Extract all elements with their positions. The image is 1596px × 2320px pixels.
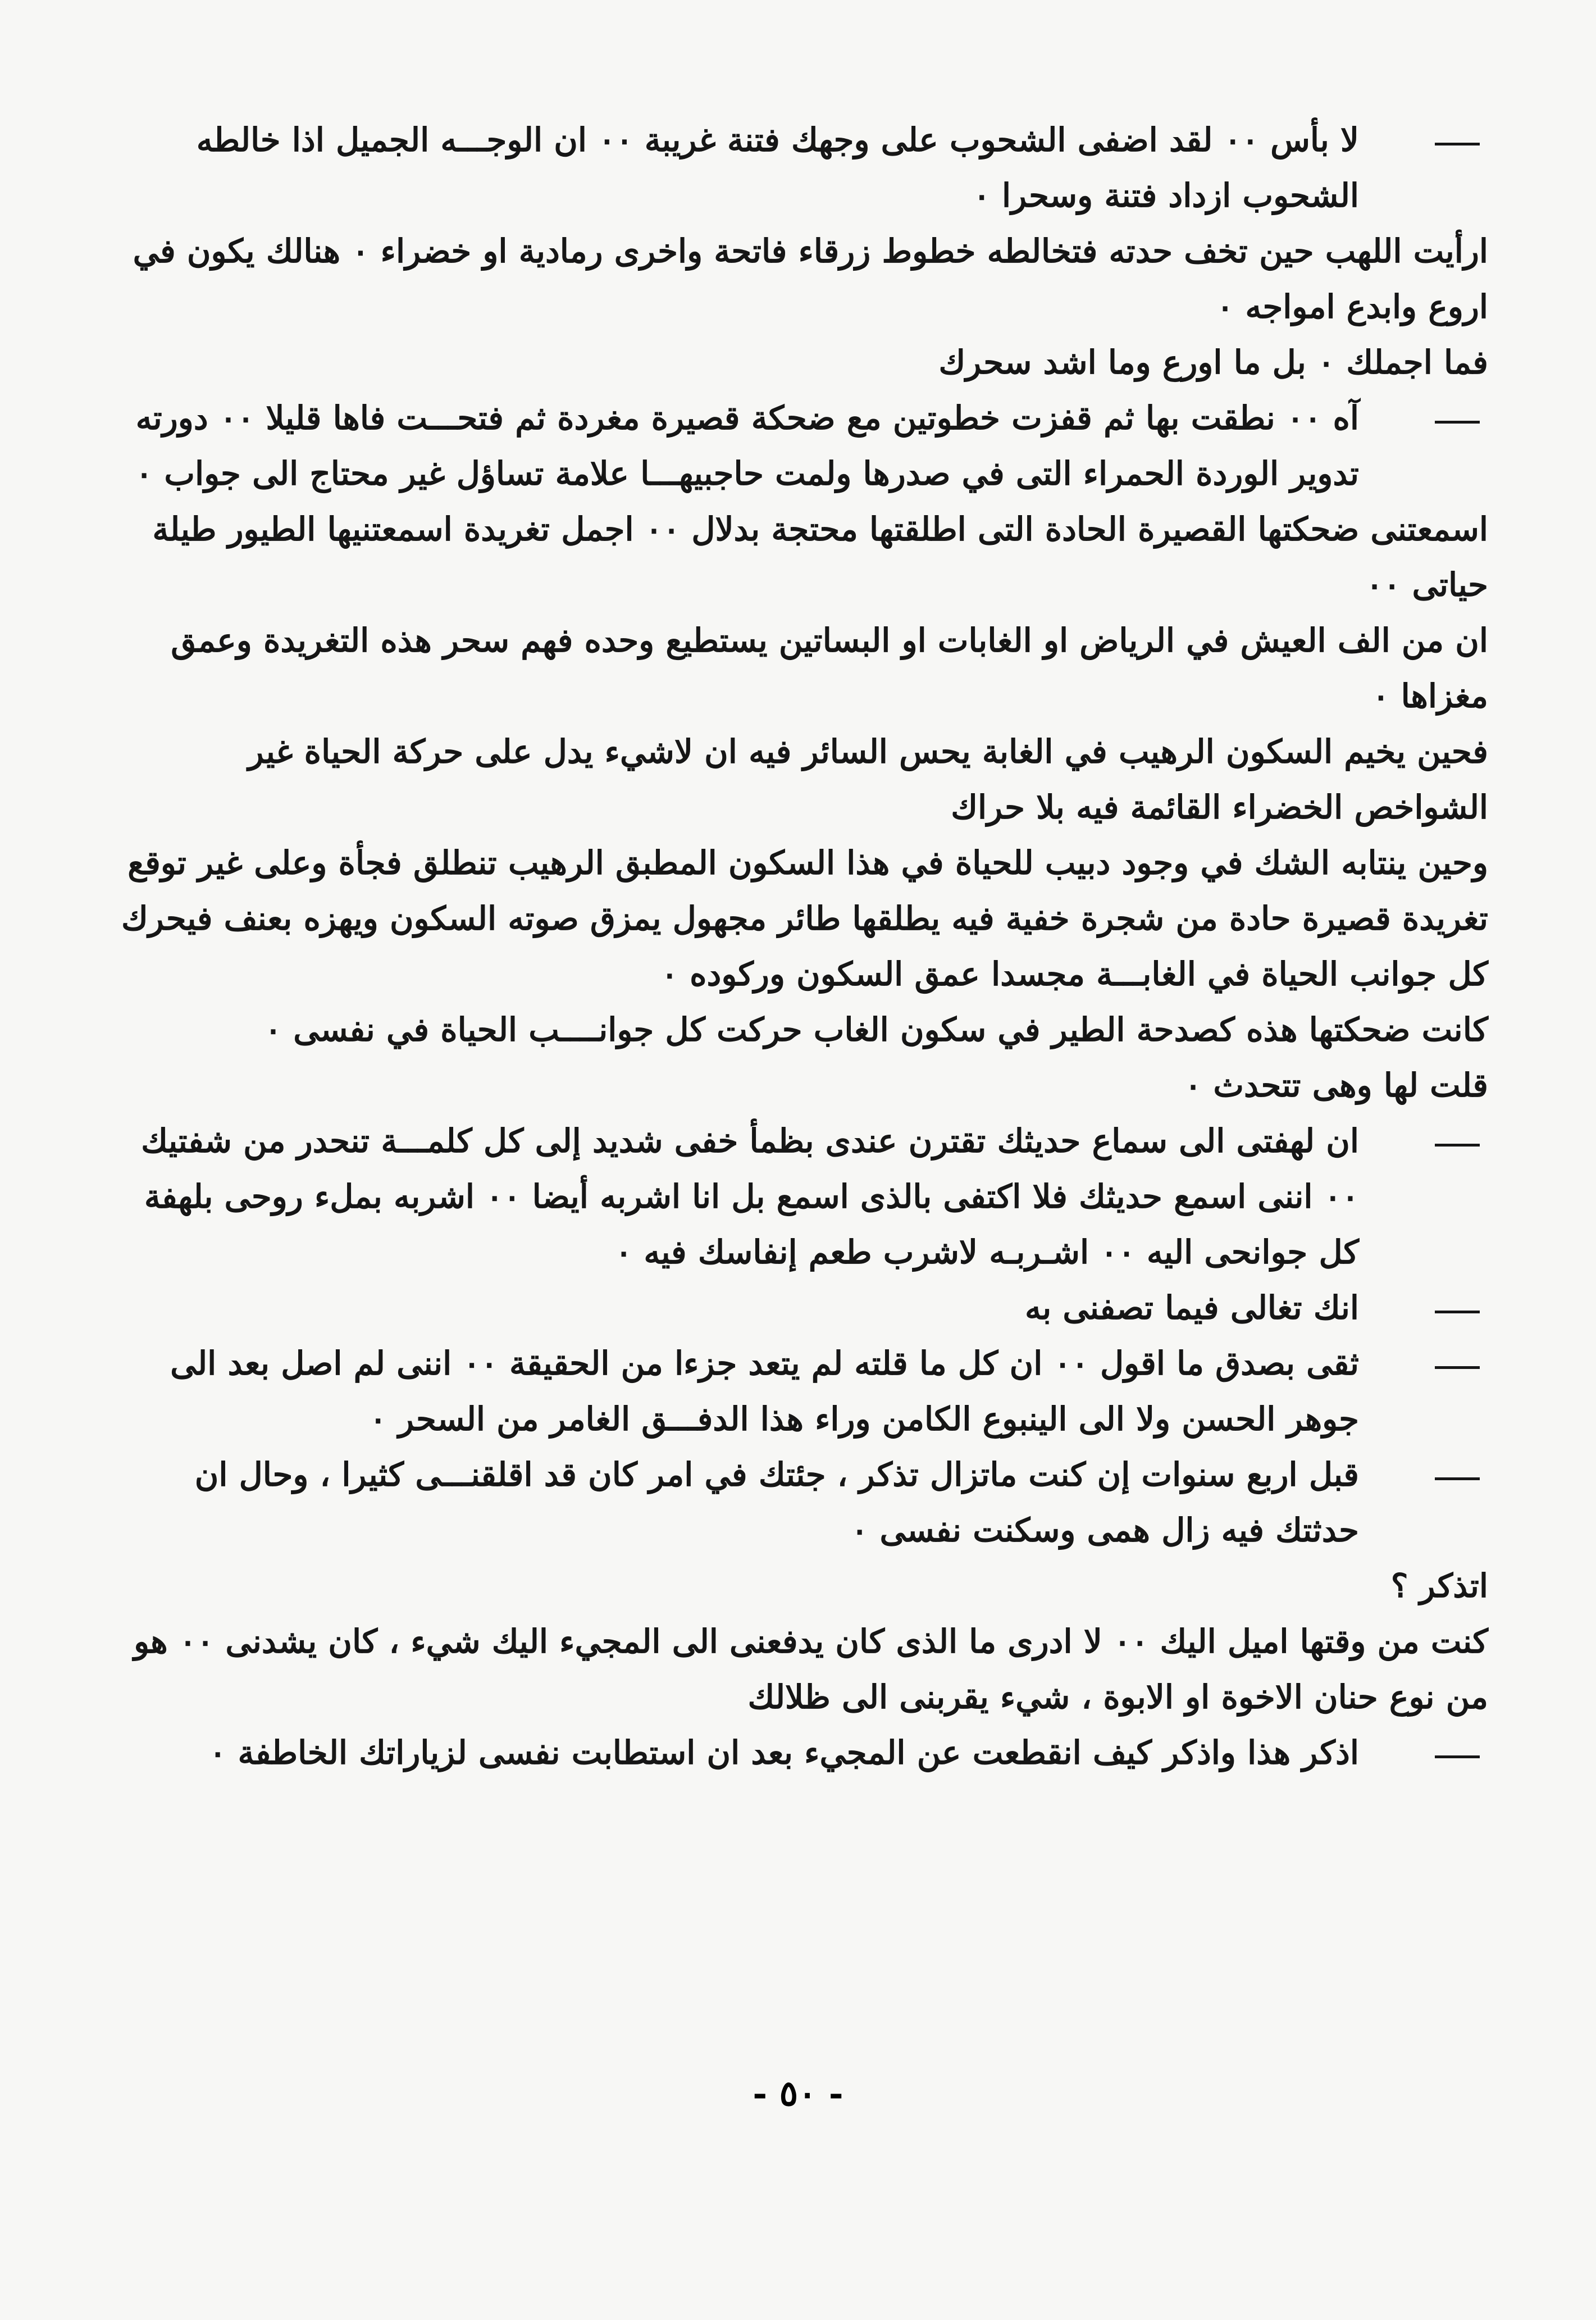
narrative-paragraph: فما اجملك ٠ بل ما اورع وما اشد سحرك [938, 343, 1488, 381]
narrative-paragraph: وحين ينتابه الشك في وجود دبيب للحياة في هذا السكون المطبق الرهيب تنطلق فجأة وعلى غير توقع تغريدة قصيرة حادة من شجرة خفية فيه يطلقها طائر مجهول يمزق صوته السكون ويهزه بعنف فيحرك كل جوانب الحياة في الغابـــة مجسدا عمق السكون وركوده ٠ [121, 844, 1488, 993]
page-number: - ٥٠ - [753, 2073, 843, 2114]
narrative-paragraph: ارأيت اللهب حين تخف حدته فتخالطه خطوط زرقاء فاتحة واخرى رمادية او خضراء ٠ هنالك يكون في اروع وابدع امواجه ٠ [133, 232, 1488, 326]
narrative-paragraph: اسمعتنى ضحكتها القصيرة الحادة التى اطلقتها محتجة بدلال ٠٠ اجمل تغريدة اسمعتنيها الطيور طيلة حياتى ٠٠ [152, 510, 1488, 604]
dialogue-paragraph: انك تغالى فيما تصفنى به [112, 1280, 1488, 1336]
narrative-paragraph: كانت ضحكتها هذه كصدحة الطير في سكون الغاب حركت كل جوانــــب الحياة في نفسى ٠ [264, 1011, 1488, 1049]
book-page [112, 112, 1488, 2236]
narrative-paragraph: قلت لها وهى تتحدث ٠ [1184, 1066, 1488, 1104]
dialogue-paragraph: ان لهفتى الى سماع حديثك تقترن عندى بظمأ خفى شديد إلى كل كلمـــة تنحدر من شفتيك ٠٠ اننى اسمع حديثك فلا اكتفى بالذى اسمع بل انا اشربه أيضا ٠٠ اشربه بملء روحى بلهفة كل جوانحى اليه ٠٠ اشـربـه لاشرب طعم إنفاسك فيه ٠ [112, 1113, 1488, 1280]
narrative-paragraph: ان من الف العيش في الرياض او الغابات او البساتين يستطيع وحده فهم سحر هذه التغريدة وعمق مغزاها ٠ [171, 621, 1488, 715]
page-body-text [112, 112, 1488, 1781]
dialogue-paragraph: لا بأس ٠٠ لقد اضفى الشحوب على وجهك فتنة غريبة ٠٠ ان الوجـــه الجميل اذا خالطه الشحوب ازداد فتنة وسحرا ٠ [112, 112, 1488, 224]
dialogue-paragraph: اذكر هذا واذكر كيف انقطعت عن المجيء بعد ان استطابت نفسى لزياراتك الخاطفة ٠ [112, 1725, 1488, 1781]
narrative-paragraph: فحين يخيم السكون الرهيب في الغابة يحس السائر فيه ان لاشيء يدل على حركة الحياة غير الشواخص الخضراء القائمة فيه بلا حراك [248, 733, 1488, 826]
dialogue-paragraph: قبل اربع سنوات إن كنت ماتزال تذكر ، جئتك في امر كان قد اقلقنـــى كثيرا ، وحال ان حدثتك فيه زال همى وسكنت نفسى ٠ [112, 1447, 1488, 1558]
narrative-paragraph: كنت من وقتها اميل اليك ٠٠ لا ادرى ما الذى كان يدفعنى الى المجيء اليك شيء ، كان يشدنى ٠٠ هو من نوع حنان الاخوة او الابوة ، شيء يقربنى الى ظلالك [134, 1622, 1488, 1716]
narrative-paragraph: اتذكر ؟ [1390, 1567, 1488, 1605]
dialogue-paragraph: آه ٠٠ نطقت بها ثم قفزت خطوتين مع ضحكة قصيرة مغردة ثم فتحـــت فاها قليلا ٠٠ دورته تدوير الوردة الحمراء التى في صدرها ولمت حاجبيهـــا علامة تساؤل غير محتاج الى جواب ٠ [112, 390, 1488, 502]
dialogue-paragraph: ثقى بصدق ما اقول ٠٠ ان كل ما قلته لم يتعد جزءا من الحقيقة ٠٠ اننى لم اصل بعد الى جوهر الحسن ولا الى الينبوع الكامن وراء هذا الدفـــق الغامر من السحر ٠ [112, 1336, 1488, 1447]
